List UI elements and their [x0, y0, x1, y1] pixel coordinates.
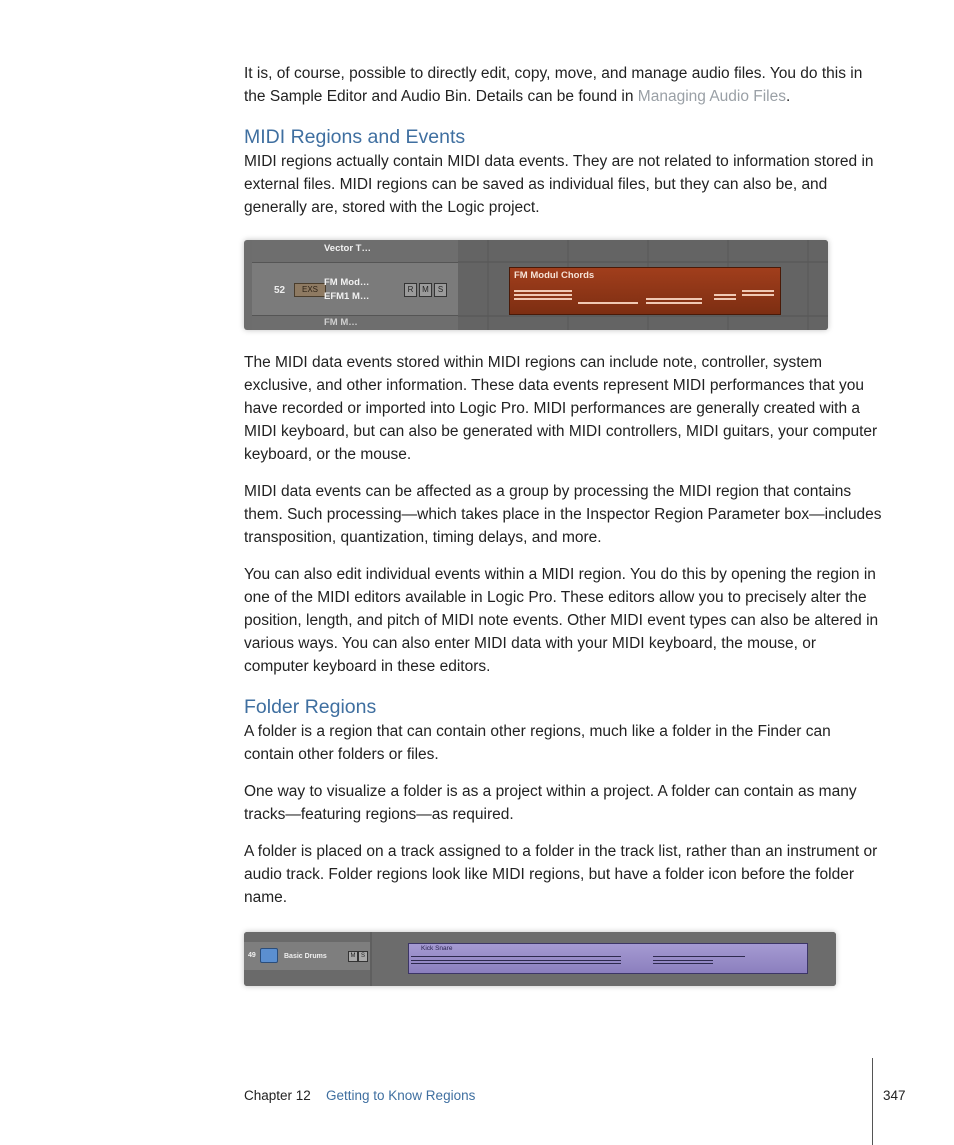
- record-button[interactable]: R: [404, 283, 417, 297]
- midi-paragraph-2-wrap: [244, 351, 884, 466]
- midi-paragraph-2: The MIDI data events stored within MIDI regions can include note, controller, system exclusive, and other information. These data events represent MIDI performances that you have recorded or imported into Logic Pro. MIDI performances are generally created with a MIDI keyboard, but can also be generated with MIDI controllers, MIDI guitars, your computer keyboard, or the mouse.: [244, 354, 878, 463]
- note-event: [714, 294, 736, 296]
- note-event: [514, 298, 572, 300]
- note-event: [653, 960, 713, 961]
- note-event: [411, 960, 621, 961]
- note-event: [514, 290, 572, 292]
- section-heading-midi: MIDI Regions and Events: [244, 126, 466, 148]
- track-name: Basic Drums: [284, 953, 327, 960]
- folder-paragraph-3-wrap: [244, 840, 884, 909]
- solo-button[interactable]: S: [434, 283, 447, 297]
- track-name-above: Vector T…: [324, 243, 371, 254]
- track-list: [244, 932, 370, 986]
- intro-paragraph: [244, 62, 884, 108]
- instrument-badge: EXS: [294, 283, 326, 297]
- note-event: [653, 963, 713, 964]
- folder-paragraph-2: One way to visualize a folder is as a project within a project. A folder can contain as many tracks—featuring regions—as required.: [244, 783, 857, 823]
- note-event: [646, 302, 702, 304]
- chapter-title-link[interactable]: Getting to Know Regions: [326, 1088, 476, 1103]
- midi-paragraph-1: MIDI regions actually contain MIDI data events. They are not related to information stored in external files. MIDI regions can be saved as individual files, but they can also be, and generally are, stored with the Logic project.: [244, 153, 874, 216]
- midi-section-heading-wrap: [244, 125, 884, 149]
- folder-region[interactable]: [408, 943, 808, 974]
- managing-audio-files-link[interactable]: Managing Audio Files: [637, 88, 787, 105]
- section-heading-folder: Folder Regions: [244, 696, 377, 718]
- solo-button[interactable]: S: [358, 951, 368, 962]
- note-event: [411, 956, 621, 957]
- note-event: [578, 302, 638, 304]
- midi-paragraph-3: MIDI data events can be affected as a group by processing the MIDI region that contains them. Such processing—which takes place in the Inspector Region Parameter box—includes transposition, quantization, timing delays, and more.: [244, 483, 882, 546]
- midi-paragraph-1-wrap: [244, 150, 884, 219]
- intro-text: It is, of course, possible to directly edit, copy, move, and manage audio files. You do this in the Sample Editor and Audio Bin. Details can be found in: [244, 65, 863, 105]
- track-number: 52: [274, 285, 286, 296]
- folder-region-screenshot: [244, 932, 836, 986]
- region-name: FM Modul Chords: [514, 270, 595, 281]
- folder-section-heading-wrap: [244, 695, 884, 719]
- intro-end: .: [786, 88, 791, 105]
- page-number: 347: [883, 1088, 906, 1103]
- folder-paragraph-1-wrap: [244, 720, 884, 766]
- chapter-label: Chapter 12: [244, 1088, 311, 1103]
- track-name-line-2: EFM1 M…: [324, 291, 370, 302]
- note-event: [653, 956, 745, 957]
- note-event: [714, 298, 736, 300]
- folder-paragraph-3: A folder is placed on a track assigned to a folder in the track list, rather than an instrument or audio track. Folder regions look like MIDI regions, but have a folder icon before the folder name.: [244, 843, 878, 906]
- track-name-line-1: FM Mod…: [324, 277, 370, 288]
- track-number: 49: [248, 952, 256, 959]
- midi-region-screenshot: [244, 240, 828, 330]
- midi-region[interactable]: [509, 267, 781, 315]
- midi-paragraph-4: You can also edit individual events within a MIDI region. You do this by opening the region in one of the MIDI editors available in Logic Pro. These editors allow you to precisely alter the position, length, and pitch of MIDI note events. Other MIDI event types can also be altered in various ways. You can also enter MIDI data with your MIDI keyboard, the mouse, or computer keyboard in these editors.: [244, 566, 879, 675]
- mute-button[interactable]: M: [348, 951, 358, 962]
- note-event: [742, 294, 774, 296]
- note-event: [646, 298, 702, 300]
- note-event: [742, 290, 774, 292]
- folder-paragraph-1: A folder is a region that can contain other regions, much like a folder in the Finder can contain other folders or files.: [244, 723, 831, 763]
- note-event: [411, 963, 621, 964]
- note-event: [514, 294, 572, 296]
- midi-paragraph-4-wrap: [244, 563, 884, 678]
- folder-icon: [260, 948, 278, 963]
- track-name-below: FM M…: [324, 317, 358, 328]
- folder-paragraph-2-wrap: [244, 780, 884, 826]
- mute-button[interactable]: M: [419, 283, 432, 297]
- footer-divider: [872, 1058, 873, 1145]
- midi-paragraph-3-wrap: [244, 480, 884, 549]
- region-name: Kick Snare: [421, 945, 453, 952]
